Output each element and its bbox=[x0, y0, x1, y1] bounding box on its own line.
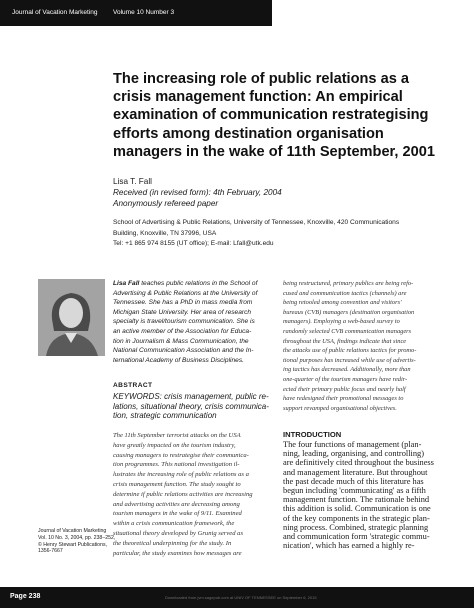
abstract-continued-line: throughout the USA, findings indicate that since bbox=[283, 337, 407, 345]
bio-line: Tennessee. She has a PhD in mass media from bbox=[113, 299, 253, 307]
introduction-heading: INTRODUCTION bbox=[283, 430, 342, 439]
body-line: are definitively cited throughout the business bbox=[283, 458, 434, 468]
introduction-text bbox=[283, 440, 463, 550]
affiliation-line: School of Advertising & Public Relations, University of Tennessee, Knoxville, 420 Communications bbox=[113, 219, 400, 226]
bio-line bbox=[113, 279, 273, 289]
page-footer-bar bbox=[0, 587, 474, 608]
bio-author-name: Lisa Fall bbox=[113, 280, 140, 287]
abstract-line: determine if public relations activities are increasing bbox=[113, 490, 253, 498]
journal-name: Journal of Vacation Marketing bbox=[12, 9, 98, 16]
bio-line: tion in Journalism & Mass Communication, the bbox=[113, 337, 249, 345]
author-bio bbox=[113, 279, 273, 365]
author-photo bbox=[38, 279, 105, 356]
refereed-note: Anonymously refereed paper bbox=[113, 199, 219, 208]
abstract-line: The 11th September terrorist attacks on the USA bbox=[113, 432, 241, 439]
abstract-line: tourism managers in the wake of 9/11. Examined bbox=[113, 510, 242, 518]
title-line: crisis management function: An empirical bbox=[113, 89, 403, 106]
abstract-line: within a crisis communication framework, the bbox=[113, 520, 235, 528]
body-line: of the key components in the strategic plan- bbox=[283, 513, 430, 523]
abstract-continued-line: support revamped organisational objectives. bbox=[283, 404, 397, 412]
body-line: The four functions of management (plan- bbox=[283, 440, 422, 449]
author-portrait-image bbox=[38, 279, 105, 356]
abstract-continued-line: managers). Employing a web-based survey to bbox=[283, 318, 400, 326]
affiliation-line: Tel: +1 865 974 8155 (UT office); E-mail: Lfall@utk.edu bbox=[113, 240, 274, 248]
abstract-continued-line: bureaus (CVB) managers (destination organisation bbox=[283, 308, 415, 316]
abstract-continued-line: ing tactics has decreased. Additionally, more than bbox=[283, 366, 411, 374]
abstract-text bbox=[113, 431, 273, 558]
body-line: begun including 'communicating' as a fifth bbox=[283, 486, 426, 496]
abstract-line: have greatly impacted on the tourism industry, bbox=[113, 441, 236, 449]
abstract-line: tion programmes. This national investigation il- bbox=[113, 461, 240, 469]
body-line: ning, leading, organising, and controlling) bbox=[283, 449, 425, 459]
abstract-line: the theoretical underpinning for the study. In bbox=[113, 539, 232, 547]
abstract-line: particular, the study examines how messages are bbox=[113, 549, 242, 557]
title-line: managers in the wake of 11th September, 2001 bbox=[113, 143, 436, 160]
bio-line: an active member of the Association for Educa- bbox=[113, 327, 252, 335]
bio-line: ternational Academy of Business Disciplines. bbox=[113, 356, 244, 364]
received-date: Received (in revised form): 4th February, 2004 bbox=[113, 188, 282, 197]
body-line: this addition is solid. Communication is one bbox=[283, 504, 431, 514]
abstract-line: situational theory developed by Grunig served as bbox=[113, 529, 244, 537]
sidenote-line: © Henry Stewart Publications, bbox=[38, 541, 107, 548]
title-line: The increasing role of public relations as a bbox=[113, 71, 410, 87]
article-title bbox=[113, 70, 453, 161]
abstract-line: and advertising activities are decreasing among bbox=[113, 500, 240, 508]
abstract-continued-line: randomly selected CVB communication managers bbox=[283, 327, 412, 335]
body-line: and management literature. But throughout bbox=[283, 467, 428, 477]
abstract-continued-line: being restructured, primary publics are being refo- bbox=[283, 280, 414, 287]
title-line: efforts among destination organisation bbox=[113, 125, 384, 142]
abstract-continued-line: being retooled among convention and visitors' bbox=[283, 299, 402, 307]
title-line: examination of communication restrategising bbox=[113, 107, 429, 124]
body-line: nication', which has earned a highly re- bbox=[283, 541, 415, 551]
keywords bbox=[113, 392, 273, 421]
abstract-continued-line: ected their primary public focus and nearly half bbox=[283, 385, 406, 393]
affiliation-line: Building, Knoxville, TN 37996, USA bbox=[113, 229, 217, 237]
abstract-continued-line: have redesigned their promotional messages to bbox=[283, 395, 404, 403]
body-line: the past decade much of this literature has bbox=[283, 476, 424, 486]
bio-line: Michigan State University. Her area of research bbox=[113, 308, 252, 316]
abstract-heading: ABSTRACT bbox=[113, 382, 153, 389]
bio-line: specialty is travel/tourism communication. She is bbox=[113, 318, 255, 326]
abstract-continued-line: tional purposes has increased while use of advertis- bbox=[283, 356, 416, 364]
author-name: Lisa T. Fall bbox=[113, 177, 152, 186]
bio-line: Advertising & Public Relations at the University of bbox=[113, 289, 258, 297]
sidenote-line: Journal of Vacation Marketing bbox=[38, 528, 107, 534]
abstract-line: crisis management function. The study sought to bbox=[113, 480, 241, 488]
abstract-continued-line: cused and communication tactics (channels) are bbox=[283, 289, 407, 297]
bio-text: teaches public relations in the School of bbox=[139, 280, 258, 287]
journal-header-bar bbox=[0, 0, 272, 26]
citation-sidenote bbox=[38, 528, 116, 555]
body-line: and communication form 'strategic commu- bbox=[283, 532, 430, 542]
author-block bbox=[113, 176, 458, 209]
abstract-continued-line: one-quarter of the tourism managers have redir- bbox=[283, 375, 408, 383]
abstract-continued-line: the attacks use of public relations tactics for promo- bbox=[283, 347, 417, 355]
author-affiliation bbox=[113, 218, 463, 250]
page-number: Page 238 bbox=[10, 593, 41, 600]
abstract-line: causing managers to restrategise their communica- bbox=[113, 451, 249, 459]
body-line: ning process. Combined, strategic planning bbox=[283, 522, 429, 532]
sidenote-line: 1356-7667 bbox=[38, 548, 63, 555]
keywords-line: tion, strategic communication bbox=[113, 411, 217, 421]
abstract-continued bbox=[283, 279, 458, 413]
bio-line: National Communication Association and the In- bbox=[113, 347, 254, 355]
keywords-line: lations, situational theory, crisis communica- bbox=[113, 401, 269, 411]
body-line: management function. The rationale behind bbox=[283, 495, 430, 505]
volume-number: Volume 10 Number 3 bbox=[113, 9, 175, 16]
sidenote-line: Vol. 10 No. 3, 2004, pp. 238–252, bbox=[38, 534, 116, 541]
abstract-line: lustrates the increasing role of public relations as a bbox=[113, 471, 249, 479]
download-note: Downloaded from jvm.sagepub.com at UNIV OF TENNESSEE on September 6, 2015 bbox=[165, 595, 317, 600]
keywords-line: KEYWORDS: crisis management, public re- bbox=[113, 392, 269, 401]
